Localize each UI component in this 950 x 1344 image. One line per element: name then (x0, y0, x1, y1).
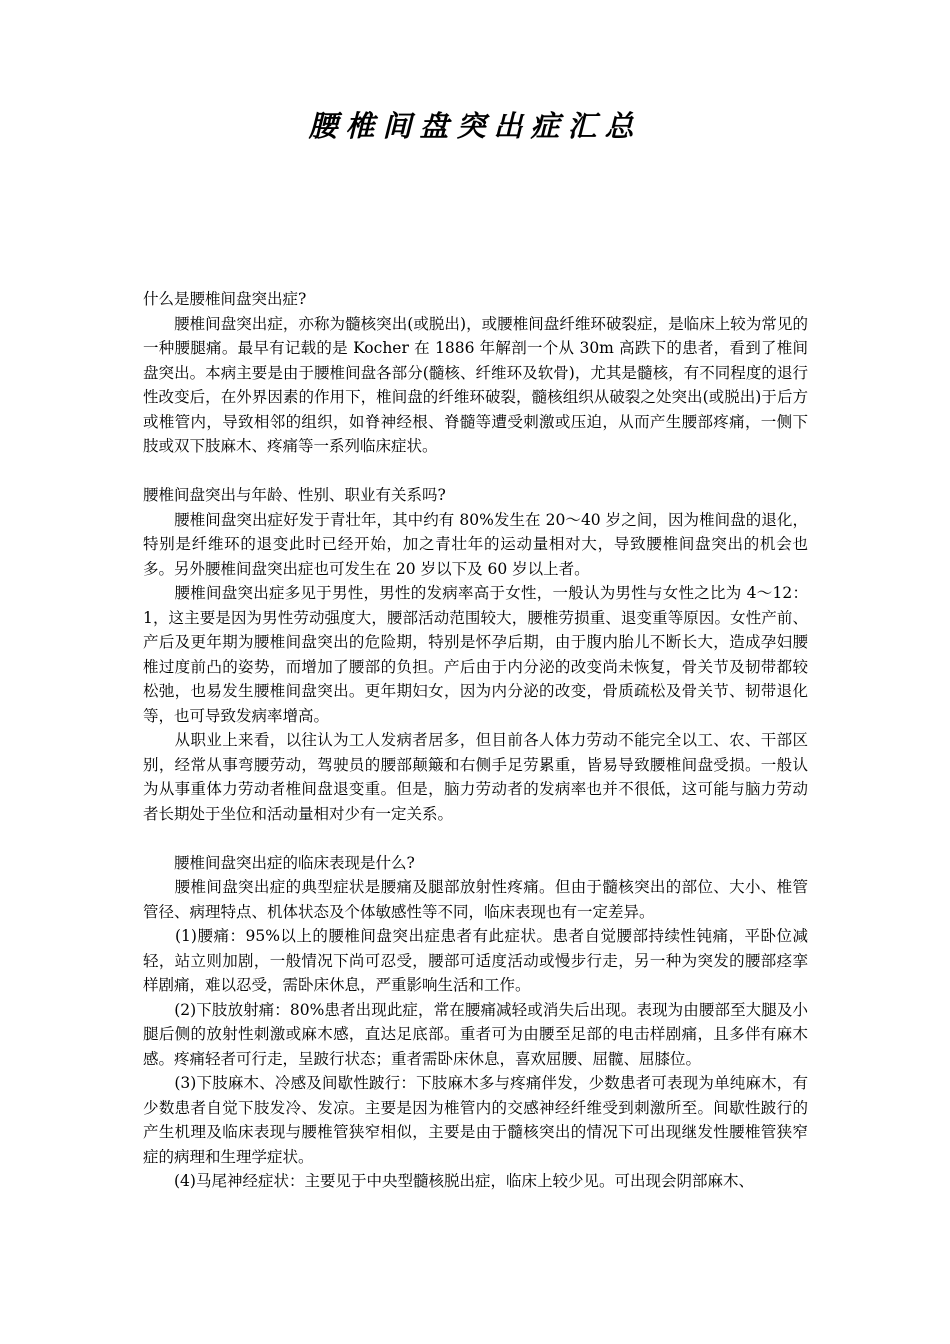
section-heading-age-gender-occupation: 腰椎间盘突出与年龄、性别、职业有关系吗? (143, 486, 446, 504)
section-heading-clinical-manifestations: 腰椎间盘突出症的临床表现是什么? (143, 853, 415, 872)
paragraph: 腰椎间盘突出症的典型症状是腰痛及腿部放射性疼痛。但由于髓核突出的部位、大小、椎管管径、病理特点、机体状态及个体敏感性等不同，临床表现也有一定差异。 (143, 878, 808, 921)
blank-line (143, 459, 808, 484)
paragraph: 腰椎间盘突出症，亦称为髓核突出(或脱出)，或腰椎间盘纤维环破裂症，是临床上较为常见的一种腰腿痛。最早有记载的是 Kocher 在 1886 年解剖一个从 30m 高跌下的患者，看到了椎间盘突出。本病主要是由于腰椎间盘各部分(髓核、纤维环及软骨)，尤其是髓核，有不同程度的退行性改变后，在外界因素的作用下，椎间盘的纤维环破裂，髓核组织从破裂之处突出(或脱出)于后方或椎管内，导致相邻的组织，如脊神经根、脊髓等遭受刺激或压迫，从而产生腰部疼痛，一侧下肢或双下肢麻木、疼痛等一系列临床症状。 (143, 314, 808, 455)
paragraph: 从职业上来看，以往认为工人发病者居多，但目前各人体力劳动不能完全以工、农、干部区别，经常从事弯腰劳动，驾驶员的腰部颠簸和右侧手足劳累重，皆易导致腰椎间盘受损。一般认为从事重体力劳动者椎间盘退变重。但是，脑力劳动者的发病率也并不很低，这可能与脑力劳动者长期处于坐位和活动量相对少有一定关系。 (143, 731, 808, 823)
section-heading-what-is: 什么是腰椎间盘突出症? (143, 290, 307, 308)
document-title: 腰椎间盘突出症汇总 (308, 109, 642, 143)
document-body (143, 287, 808, 1194)
paragraph: 腰椎间盘突出症好发于青壮年，其中约有 80%发生在 20～40 岁之间，因为椎间盘的退化，特别是纤维环的退变此时已经开始，加之青壮年的运动量相对大，导致腰椎间盘突出的机会也多。另外腰椎间盘突出症也可发生在 20 岁以下及 60 岁以上者。 (143, 510, 808, 578)
paragraph: (1)腰痛：95%以上的腰椎间盘突出症患者有此症状。患者自觉腰部持续性钝痛，平卧位减轻，站立则加剧，一般情况下尚可忍受，腰部可适度活动或慢步行走，另一种为突发的腰部痉挛样剧痛，难以忍受，需卧床休息，严重影响生活和工作。 (143, 927, 808, 994)
paragraph: (4)马尾神经症状：主要见于中央型髓核脱出症，临床上较少见。可出现会阴部麻木、 (143, 1172, 754, 1190)
paragraph: (3)下肢麻木、冷感及间歇性跛行：下肢麻木多与疼痛伴发，少数患者可表现为单纯麻木，有少数患者自觉下肢发冷、发凉。主要是因为椎管内的交感神经纤维受到刺激所至。间歇性跛行的产生机理及临床表现与腰椎管狭窄相似，主要是由于髓核突出的情况下可出现继发性腰椎管狭窄症的病理和生理学症状。 (143, 1074, 808, 1166)
paragraph: 腰椎间盘突出症多见于男性，男性的发病率高于女性，一般认为男性与女性之比为 4～12：1，这主要是因为男性劳动强度大，腰部活动范围较大，腰椎劳损重、退变重等原因。女性产前、产后及更年期为腰椎间盘突出的危险期，特别是怀孕后期，由于腹内胎儿不断长大，造成孕妇腰椎过度前凸的姿势，而增加了腰部的负担。产后由于内分泌的改变尚未恢复，骨关节及韧带都较松弛，也易发生腰椎间盘突出。更年期妇女，因为内分泌的改变，骨质疏松及骨关节、韧带退化等，也可导致发病率增高。 (143, 584, 808, 725)
paragraph: (2)下肢放射痛：80%患者出现此症，常在腰痛减轻或消失后出现。表现为由腰部至大腿及小腿后侧的放射性刺激或麻木感，直达足底部。重者可为由腰至足部的电击样剧痛，且多伴有麻木感。疼痛轻者可行走，呈跛行状态；重者需卧床休息，喜欢屈腰、屈髋、屈膝位。 (143, 1000, 808, 1068)
blank-line (143, 826, 808, 851)
